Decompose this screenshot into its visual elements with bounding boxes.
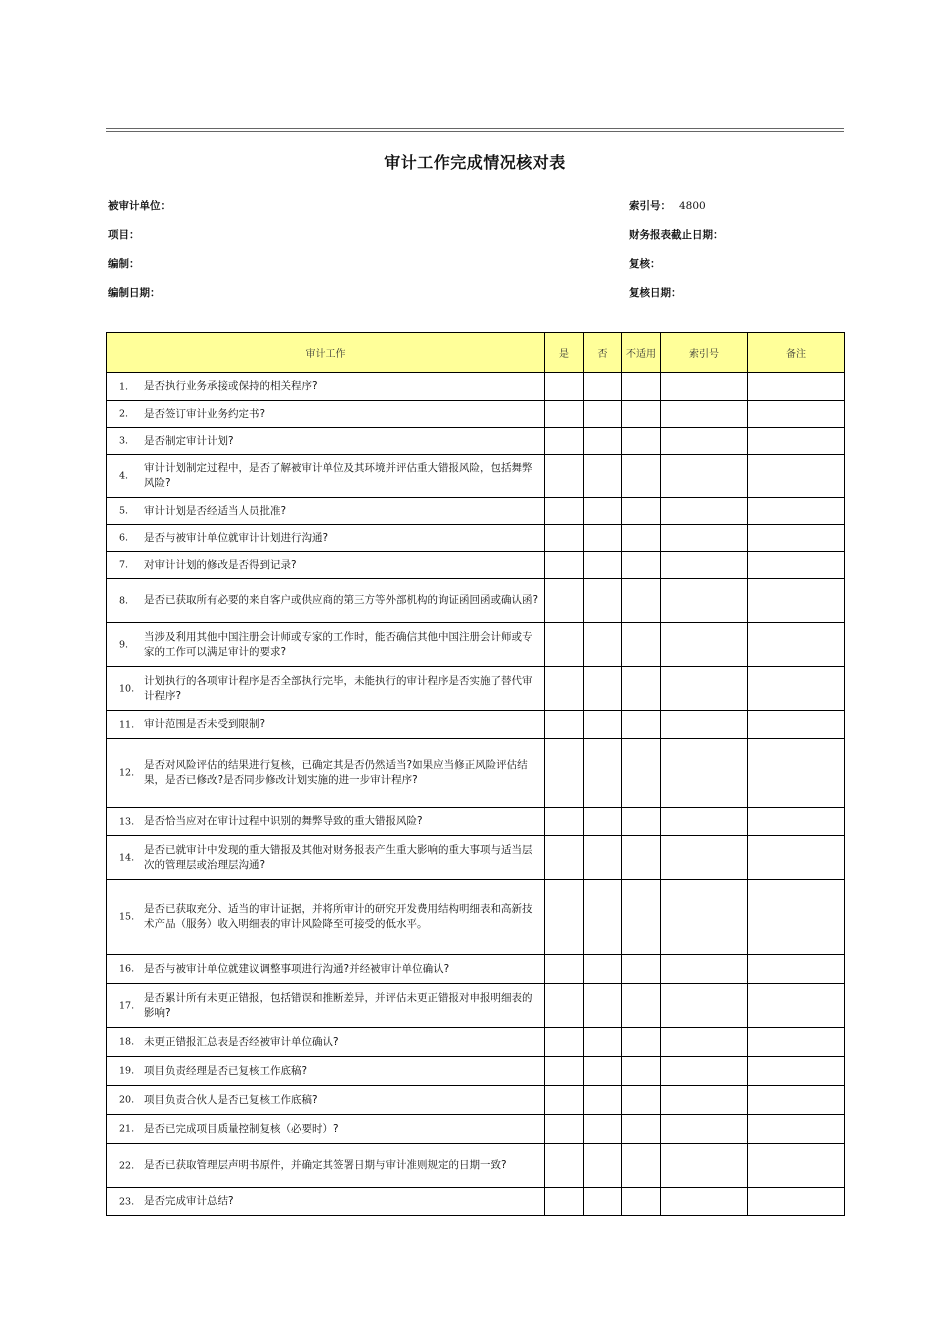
audit-checklist-table [106, 332, 845, 1216]
remarks-cell[interactable] [748, 579, 845, 623]
table-row [107, 455, 845, 498]
item-text: 是否恰当应对在审计过程中识别的舞弊导致的重大错报风险? [144, 815, 423, 827]
item-number: 7. [119, 559, 129, 571]
client-label: 被审计单位： [108, 200, 171, 212]
item-text: 是否签订审计业务约定书? [144, 407, 266, 420]
review-date-label: 复核日期： [629, 287, 682, 299]
reviewed-by-label: 复核： [629, 258, 661, 270]
no-cell[interactable] [584, 552, 622, 579]
item-cell [107, 1086, 545, 1115]
item-number: 21. [119, 1123, 135, 1135]
remarks-cell[interactable] [748, 739, 845, 808]
remarks-cell[interactable] [748, 836, 845, 880]
item-number: 15. [119, 911, 135, 923]
index-cell[interactable] [661, 373, 748, 401]
item-text: 是否对风险评估的结果进行复核，已确定其是否仍然适当?如果应当修正风险评估结果，是否已修改?是否同步修改计划实施的进一步审计程序? [144, 759, 528, 786]
item-cell [107, 498, 545, 525]
na-cell[interactable] [622, 579, 661, 623]
table-row [107, 1086, 845, 1115]
index-cell[interactable] [661, 984, 748, 1028]
no-cell[interactable] [584, 455, 622, 498]
na-cell[interactable] [622, 1144, 661, 1188]
item-text: 是否完成审计总结? [144, 1195, 234, 1207]
item-cell [107, 808, 545, 836]
remarks-cell[interactable] [748, 667, 845, 711]
table-row [107, 1144, 845, 1188]
item-cell [107, 955, 545, 984]
item-text: 是否已获取充分、适当的审计证据，并将所审计的研究开发费用结构明细表和高新技术产品（服务）收入明细表的审计风险降至可接受的低水平。 [144, 903, 533, 930]
na-cell[interactable] [622, 667, 661, 711]
item-number: 3. [119, 435, 129, 447]
item-number: 20. [119, 1094, 135, 1106]
index-cell[interactable] [661, 623, 748, 667]
table-row [107, 955, 845, 984]
index-cell[interactable] [661, 525, 748, 552]
remarks-cell[interactable] [748, 955, 845, 984]
table-row [107, 836, 845, 880]
col-remarks: 备注 [748, 333, 845, 373]
item-number: 8. [119, 595, 129, 606]
item-number: 6. [119, 532, 129, 544]
index-cell[interactable] [661, 1188, 748, 1216]
index-cell[interactable] [661, 739, 748, 808]
index-cell[interactable] [661, 808, 748, 836]
item-text: 审计计划制定过程中，是否了解被审计单位及其环境并评估重大错报风险，包括舞弊风险? [144, 462, 533, 489]
yes-cell[interactable] [545, 955, 584, 984]
table-row [107, 739, 845, 808]
item-cell [107, 667, 545, 711]
item-number: 17. [119, 1000, 135, 1011]
no-cell[interactable] [584, 711, 622, 739]
item-cell [107, 1028, 545, 1057]
no-cell[interactable] [584, 1115, 622, 1144]
table-row [107, 579, 845, 623]
table-row [107, 1057, 845, 1086]
item-cell [107, 1188, 545, 1216]
yes-cell[interactable] [545, 880, 584, 955]
report-date-label: 财务报表截止日期： [629, 229, 724, 241]
item-text: 是否累计所有未更正错报，包括错误和推断差异，并评估未更正错报对申报明细表的影响? [144, 991, 533, 1019]
yes-cell[interactable] [545, 373, 584, 401]
remarks-cell[interactable] [748, 525, 845, 552]
na-cell[interactable] [622, 1057, 661, 1086]
item-cell [107, 1144, 545, 1188]
remarks-cell[interactable] [748, 1028, 845, 1057]
table-row [107, 401, 845, 428]
table-row [107, 428, 845, 455]
na-cell[interactable] [622, 1028, 661, 1057]
na-cell[interactable] [622, 525, 661, 552]
na-cell[interactable] [622, 428, 661, 455]
item-text: 项目负责合伙人是否已复核工作底稿? [144, 1093, 318, 1106]
item-text: 计划执行的各项审计程序是否全部执行完毕，未能执行的审计程序是否实施了替代审计程序? [144, 674, 533, 702]
item-text: 未更正错报汇总表是否经被审计单位确认? [144, 1035, 339, 1048]
no-cell[interactable] [584, 373, 622, 401]
table-row [107, 984, 845, 1028]
item-number: 1. [119, 381, 129, 392]
item-number: 16. [119, 963, 135, 975]
item-cell [107, 739, 545, 808]
index-cell[interactable] [661, 955, 748, 984]
item-text: 是否执行业务承接或保持的相关程序? [144, 380, 318, 392]
na-cell[interactable] [622, 498, 661, 525]
remarks-cell[interactable] [748, 1057, 845, 1086]
na-cell[interactable] [622, 880, 661, 955]
na-cell[interactable] [622, 401, 661, 428]
yes-cell[interactable] [545, 525, 584, 552]
no-cell[interactable] [584, 808, 622, 836]
yes-cell[interactable] [545, 1028, 584, 1057]
item-text: 当涉及利用其他中国注册会计师或专家的工作时，能否确信其他中国注册会计师或专家的工作可以满足审计的要求? [144, 630, 533, 658]
table-row [107, 711, 845, 739]
index-cell[interactable] [661, 428, 748, 455]
item-cell [107, 623, 545, 667]
no-cell[interactable] [584, 880, 622, 955]
na-cell[interactable] [622, 836, 661, 880]
item-number: 11. [119, 719, 135, 730]
yes-cell[interactable] [545, 623, 584, 667]
remarks-cell[interactable] [748, 1086, 845, 1115]
item-text: 是否已就审计中发现的重大错报及其他对财务报表产生重大影响的重大事项与适当层次的管理层或治理层沟通? [144, 843, 533, 871]
item-cell [107, 401, 545, 428]
item-cell [107, 373, 545, 401]
col-yes: 是 [545, 333, 584, 373]
no-cell[interactable] [584, 579, 622, 623]
na-cell[interactable] [622, 984, 661, 1028]
table-row [107, 373, 845, 401]
index-cell[interactable] [661, 1144, 748, 1188]
item-text: 审计范围是否未受到限制? [144, 718, 266, 730]
item-text: 是否已完成项目质量控制复核（必要时）? [144, 1122, 339, 1135]
yes-cell[interactable] [545, 1188, 584, 1216]
na-cell[interactable] [622, 955, 661, 984]
index-cell[interactable] [661, 455, 748, 498]
no-cell[interactable] [584, 739, 622, 808]
remarks-cell[interactable] [748, 1188, 845, 1216]
index-cell[interactable] [661, 498, 748, 525]
no-cell[interactable] [584, 955, 622, 984]
yes-cell[interactable] [545, 428, 584, 455]
item-number: 18. [119, 1036, 135, 1048]
yes-cell[interactable] [545, 1144, 584, 1188]
remarks-cell[interactable] [748, 984, 845, 1028]
table-row [107, 623, 845, 667]
yes-cell[interactable] [545, 808, 584, 836]
remarks-cell[interactable] [748, 1115, 845, 1144]
index-cell[interactable] [661, 1086, 748, 1115]
remarks-cell[interactable] [748, 552, 845, 579]
yes-cell[interactable] [545, 1057, 584, 1086]
na-cell[interactable] [622, 552, 661, 579]
no-cell[interactable] [584, 1057, 622, 1086]
col-index-no: 索引号 [661, 333, 748, 373]
yes-cell[interactable] [545, 401, 584, 428]
na-cell[interactable] [622, 739, 661, 808]
item-text: 审计计划是否经适当人员批准? [144, 504, 287, 517]
yes-cell[interactable] [545, 1086, 584, 1115]
item-cell [107, 984, 545, 1028]
prepared-date-label: 编制日期： [108, 287, 161, 299]
item-number: 19. [119, 1065, 135, 1077]
item-cell [107, 880, 545, 955]
remarks-cell[interactable] [748, 711, 845, 739]
no-cell[interactable] [584, 1028, 622, 1057]
col-not-applicable: 不适用 [622, 333, 661, 373]
top-rule [106, 128, 844, 129]
no-cell[interactable] [584, 836, 622, 880]
yes-cell[interactable] [545, 579, 584, 623]
project-label: 项目： [108, 229, 140, 241]
item-cell [107, 836, 545, 880]
index-cell[interactable] [661, 1028, 748, 1057]
no-cell[interactable] [584, 984, 622, 1028]
index-cell[interactable] [661, 1057, 748, 1086]
item-cell [107, 1057, 545, 1086]
no-cell[interactable] [584, 525, 622, 552]
col-no: 否 [584, 333, 622, 373]
table-row [107, 525, 845, 552]
remarks-cell[interactable] [748, 880, 845, 955]
remarks-cell[interactable] [748, 373, 845, 401]
yes-cell[interactable] [545, 984, 584, 1028]
remarks-cell[interactable] [748, 401, 845, 428]
table-row [107, 880, 845, 955]
na-cell[interactable] [622, 1188, 661, 1216]
no-cell[interactable] [584, 1188, 622, 1216]
item-cell [107, 525, 545, 552]
yes-cell[interactable] [545, 455, 584, 498]
item-number: 12. [119, 767, 135, 779]
yes-cell[interactable] [545, 1115, 584, 1144]
index-cell[interactable] [661, 711, 748, 739]
index-number-value: 4800 [679, 200, 706, 212]
yes-cell[interactable] [545, 498, 584, 525]
yes-cell[interactable] [545, 711, 584, 739]
no-cell[interactable] [584, 1086, 622, 1115]
na-cell[interactable] [622, 1115, 661, 1144]
item-number: 4. [119, 470, 129, 482]
col-audit-work: 审计工作 [107, 333, 545, 373]
item-text: 对审计计划的修改是否得到记录? [144, 558, 297, 571]
item-cell [107, 428, 545, 455]
na-cell[interactable] [622, 455, 661, 498]
table-row [107, 1115, 845, 1144]
item-number: 14. [119, 852, 135, 863]
item-text: 项目负责经理是否已复核工作底稿? [144, 1064, 308, 1077]
index-number-field [629, 198, 706, 213]
no-cell[interactable] [584, 623, 622, 667]
na-cell[interactable] [622, 1086, 661, 1115]
item-number: 2. [119, 408, 129, 420]
index-cell[interactable] [661, 401, 748, 428]
item-text: 是否与被审计单位就建议调整事项进行沟通?并经被审计单位确认? [144, 962, 450, 975]
table-row [107, 1188, 845, 1216]
index-cell[interactable] [661, 552, 748, 579]
item-cell [107, 552, 545, 579]
no-cell[interactable] [584, 667, 622, 711]
item-cell [107, 455, 545, 498]
item-number: 23. [119, 1196, 135, 1207]
yes-cell[interactable] [545, 552, 584, 579]
remarks-cell[interactable] [748, 428, 845, 455]
index-cell[interactable] [661, 579, 748, 623]
no-cell[interactable] [584, 498, 622, 525]
index-cell[interactable] [661, 1115, 748, 1144]
yes-cell[interactable] [545, 667, 584, 711]
na-cell[interactable] [622, 623, 661, 667]
table-row [107, 808, 845, 836]
item-text: 是否已获取所有必要的来自客户或供应商的第三方等外部机构的询证函回函或确认函? [144, 594, 539, 606]
table-row [107, 1028, 845, 1057]
na-cell[interactable] [622, 711, 661, 739]
na-cell[interactable] [622, 373, 661, 401]
remarks-cell[interactable] [748, 623, 845, 667]
table-row [107, 552, 845, 579]
no-cell[interactable] [584, 428, 622, 455]
no-cell[interactable] [584, 1144, 622, 1188]
no-cell[interactable] [584, 401, 622, 428]
item-number: 10. [119, 683, 135, 694]
item-cell [107, 1115, 545, 1144]
remarks-cell[interactable] [748, 1144, 845, 1188]
yes-cell[interactable] [545, 739, 584, 808]
table-row [107, 667, 845, 711]
item-number: 13. [119, 816, 135, 827]
item-number: 5. [119, 505, 129, 517]
remarks-cell[interactable] [748, 808, 845, 836]
item-text: 是否制定审计计划? [144, 434, 234, 447]
item-cell [107, 579, 545, 623]
table-header-row [107, 333, 845, 373]
item-text: 是否与被审计单位就审计计划进行沟通? [144, 531, 329, 544]
item-number: 9. [119, 639, 129, 650]
item-cell [107, 711, 545, 739]
na-cell[interactable] [622, 808, 661, 836]
table-row [107, 498, 845, 525]
remarks-cell[interactable] [748, 498, 845, 525]
index-cell[interactable] [661, 836, 748, 880]
prepared-by-label: 编制： [108, 258, 140, 270]
index-cell[interactable] [661, 880, 748, 955]
page-title: 审计工作完成情况核对表 [384, 153, 566, 172]
item-text: 是否已获取管理层声明书原件，并确定其签署日期与审计准则规定的日期一致? [144, 1159, 507, 1171]
item-number: 22. [119, 1160, 135, 1171]
remarks-cell[interactable] [748, 455, 845, 498]
top-rule-double [106, 131, 844, 132]
yes-cell[interactable] [545, 836, 584, 880]
index-cell[interactable] [661, 667, 748, 711]
index-number-label: 索引号： [629, 200, 671, 212]
